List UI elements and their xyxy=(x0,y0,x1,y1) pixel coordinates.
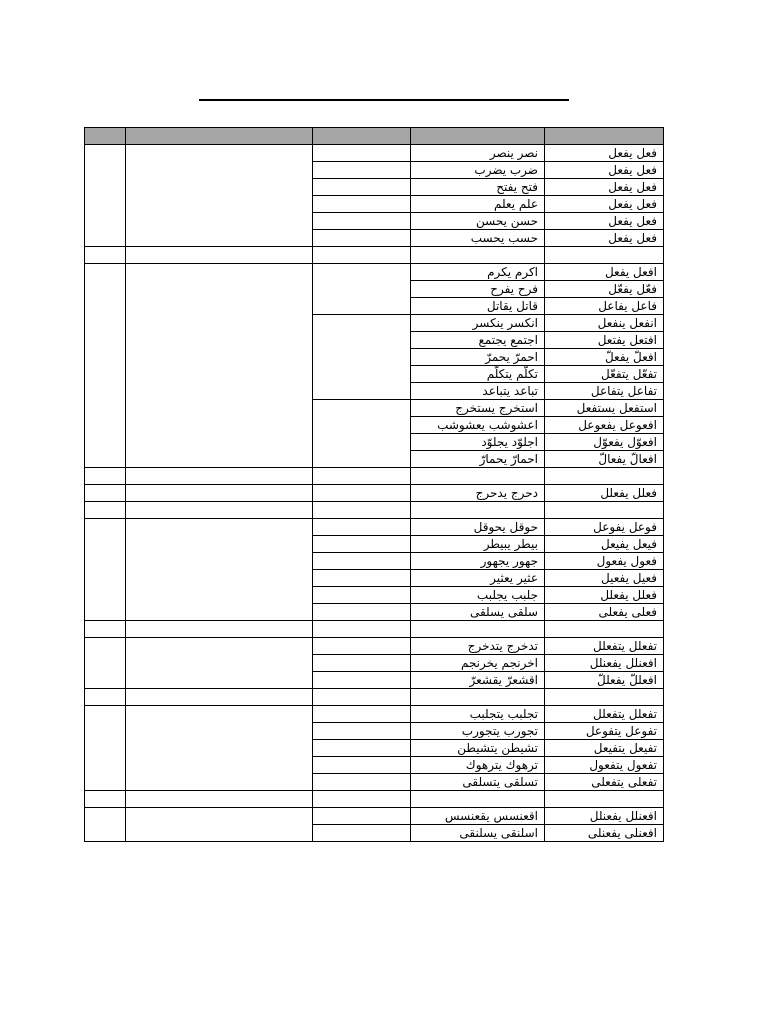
empty-cell xyxy=(126,706,313,791)
empty-cell xyxy=(126,264,313,468)
empty-cell xyxy=(126,485,313,502)
empty-cell xyxy=(313,264,411,315)
empty-cell xyxy=(313,519,411,536)
verb-forms-table-container xyxy=(84,127,664,842)
pattern-cell: فعل يفعل xyxy=(545,179,664,196)
example-cell: اقعنسس يقعنسس xyxy=(411,808,545,825)
pattern-cell: افعنلل يفعنلل xyxy=(545,655,664,672)
header-cell xyxy=(313,128,411,145)
example-cell: اسلنقى يسلنقى xyxy=(411,825,545,842)
empty-cell xyxy=(313,604,411,621)
example-cell: اجلوّد يجلوّد xyxy=(411,434,545,451)
example-cell: بيطر يبيطر xyxy=(411,536,545,553)
example-cell: نصر ينصر xyxy=(411,145,545,162)
pattern-cell: انفعل ينفعل xyxy=(545,315,664,332)
example-cell: ترهوك يترهوك xyxy=(411,757,545,774)
table-row xyxy=(85,485,664,502)
example-cell: جلبب يجلبب xyxy=(411,587,545,604)
example-cell: احمارّ يحمارّ xyxy=(411,451,545,468)
pattern-cell: فوعل يفوعل xyxy=(545,519,664,536)
empty-cell xyxy=(313,825,411,842)
pattern-cell: افعوّل يفعوّل xyxy=(545,434,664,451)
pattern-cell: تفعلل يتفعلل xyxy=(545,638,664,655)
pattern-cell: فاعل يفاعل xyxy=(545,298,664,315)
empty-cell xyxy=(313,553,411,570)
example-cell: دحرج يدحرج xyxy=(411,485,545,502)
separator-row xyxy=(85,468,664,485)
pattern-cell: تفاعل يتفاعل xyxy=(545,383,664,400)
pattern-cell: فعيل يفعيل xyxy=(545,570,664,587)
empty-cell xyxy=(313,638,411,655)
example-cell: انكسر ينكسر xyxy=(411,315,545,332)
empty-cell xyxy=(85,808,126,842)
empty-cell xyxy=(85,264,126,468)
table-header-row xyxy=(85,128,664,145)
pattern-cell: افعالّ يفعالّ xyxy=(545,451,664,468)
verb-forms-table xyxy=(84,127,664,842)
empty-cell xyxy=(313,179,411,196)
example-cell: فرح يفرح xyxy=(411,281,545,298)
empty-cell xyxy=(85,519,126,621)
pattern-cell: افعنلل يفعنلل xyxy=(545,808,664,825)
example-cell: استخرج يستخرج xyxy=(411,400,545,417)
title-underline xyxy=(199,99,569,101)
pattern-cell: افعللّ يفعللّ xyxy=(545,672,664,689)
empty-cell xyxy=(313,485,411,502)
example-cell: اخرنجم يخرنجم xyxy=(411,655,545,672)
example-cell: علم يعلم xyxy=(411,196,545,213)
pattern-cell: فعل يفعل xyxy=(545,230,664,247)
separator-row xyxy=(85,689,664,706)
empty-cell xyxy=(313,400,411,468)
table-row xyxy=(85,638,664,655)
pattern-cell: فعلل يفعلل xyxy=(545,587,664,604)
empty-cell xyxy=(313,808,411,825)
empty-cell xyxy=(313,230,411,247)
empty-cell xyxy=(85,145,126,247)
empty-cell xyxy=(313,570,411,587)
empty-cell xyxy=(85,485,126,502)
example-cell: سلقى يسلقى xyxy=(411,604,545,621)
example-cell: اجتمع يجتمع xyxy=(411,332,545,349)
example-cell: اقشعرّ يقشعرّ xyxy=(411,672,545,689)
pattern-cell: تفوعل يتفوعل xyxy=(545,723,664,740)
empty-cell xyxy=(313,672,411,689)
pattern-cell: استفعل يستفعل xyxy=(545,400,664,417)
empty-cell xyxy=(313,213,411,230)
example-cell: تباعد يتباعد xyxy=(411,383,545,400)
separator-row xyxy=(85,621,664,638)
separator-row xyxy=(85,502,664,519)
empty-cell xyxy=(85,706,126,791)
pattern-cell: افتعل يفتعل xyxy=(545,332,664,349)
empty-cell xyxy=(313,706,411,723)
empty-cell xyxy=(126,808,313,842)
pattern-cell: تفعلى يتفعلى xyxy=(545,774,664,791)
pattern-cell: تفعّل يتفعّل xyxy=(545,366,664,383)
example-cell: تجورب يتجورب xyxy=(411,723,545,740)
empty-cell xyxy=(313,587,411,604)
empty-cell xyxy=(85,638,126,689)
empty-cell xyxy=(313,162,411,179)
pattern-cell: تفعول يتفعول xyxy=(545,757,664,774)
empty-cell xyxy=(313,774,411,791)
header-cell xyxy=(545,128,664,145)
example-cell: اكرم يكرم xyxy=(411,264,545,281)
empty-cell xyxy=(313,536,411,553)
empty-cell xyxy=(313,757,411,774)
pattern-cell: فعلى يفعلى xyxy=(545,604,664,621)
example-cell: جهور يجهور xyxy=(411,553,545,570)
empty-cell xyxy=(313,196,411,213)
pattern-cell: تفعلل يتفعلل xyxy=(545,706,664,723)
pattern-cell: فعل يفعل xyxy=(545,213,664,230)
example-cell: حسن يحسن xyxy=(411,213,545,230)
table-row xyxy=(85,519,664,536)
table-row xyxy=(85,706,664,723)
empty-cell xyxy=(126,519,313,621)
example-cell: احمرّ يحمرّ xyxy=(411,349,545,366)
pattern-cell: فعّل يفعّل xyxy=(545,281,664,298)
example-cell: تجلبب يتجلبب xyxy=(411,706,545,723)
example-cell: قاتل يقاتل xyxy=(411,298,545,315)
example-cell: فتح يفتح xyxy=(411,179,545,196)
pattern-cell: فيعل يفيعل xyxy=(545,536,664,553)
empty-cell xyxy=(313,740,411,757)
table-row xyxy=(85,145,664,162)
empty-cell xyxy=(313,655,411,672)
example-cell: تسلقى يتسلقى xyxy=(411,774,545,791)
example-cell: تدخرج يتدخرج xyxy=(411,638,545,655)
example-cell: تكلّم يتكلّم xyxy=(411,366,545,383)
empty-cell xyxy=(313,315,411,400)
pattern-cell: فعل يفعل xyxy=(545,162,664,179)
example-cell: اعشوشب يعشوشب xyxy=(411,417,545,434)
pattern-cell: افعلّ يفعلّ xyxy=(545,349,664,366)
example-cell: حوقل يحوقل xyxy=(411,519,545,536)
empty-cell xyxy=(313,723,411,740)
example-cell: حسب يحسب xyxy=(411,230,545,247)
empty-cell xyxy=(126,638,313,689)
header-cell xyxy=(126,128,313,145)
pattern-cell: فعلل يفعلل xyxy=(545,485,664,502)
example-cell: ضرب يضرب xyxy=(411,162,545,179)
example-cell: تشيطن يتشيطن xyxy=(411,740,545,757)
empty-cell xyxy=(313,145,411,162)
pattern-cell: افعوعل يفعوعل xyxy=(545,417,664,434)
header-cell xyxy=(85,128,126,145)
pattern-cell: فعل يفعل xyxy=(545,196,664,213)
pattern-cell: افعنلى يفعنلى xyxy=(545,825,664,842)
separator-row xyxy=(85,791,664,808)
pattern-cell: فعول يفعول xyxy=(545,553,664,570)
pattern-cell: تفيعل يتفيعل xyxy=(545,740,664,757)
table-row xyxy=(85,264,664,281)
pattern-cell: افعل يفعل xyxy=(545,264,664,281)
empty-cell xyxy=(126,145,313,247)
header-cell xyxy=(411,128,545,145)
table-row xyxy=(85,808,664,825)
pattern-cell: فعل يفعل xyxy=(545,145,664,162)
separator-row xyxy=(85,247,664,264)
example-cell: عثير يعثير xyxy=(411,570,545,587)
